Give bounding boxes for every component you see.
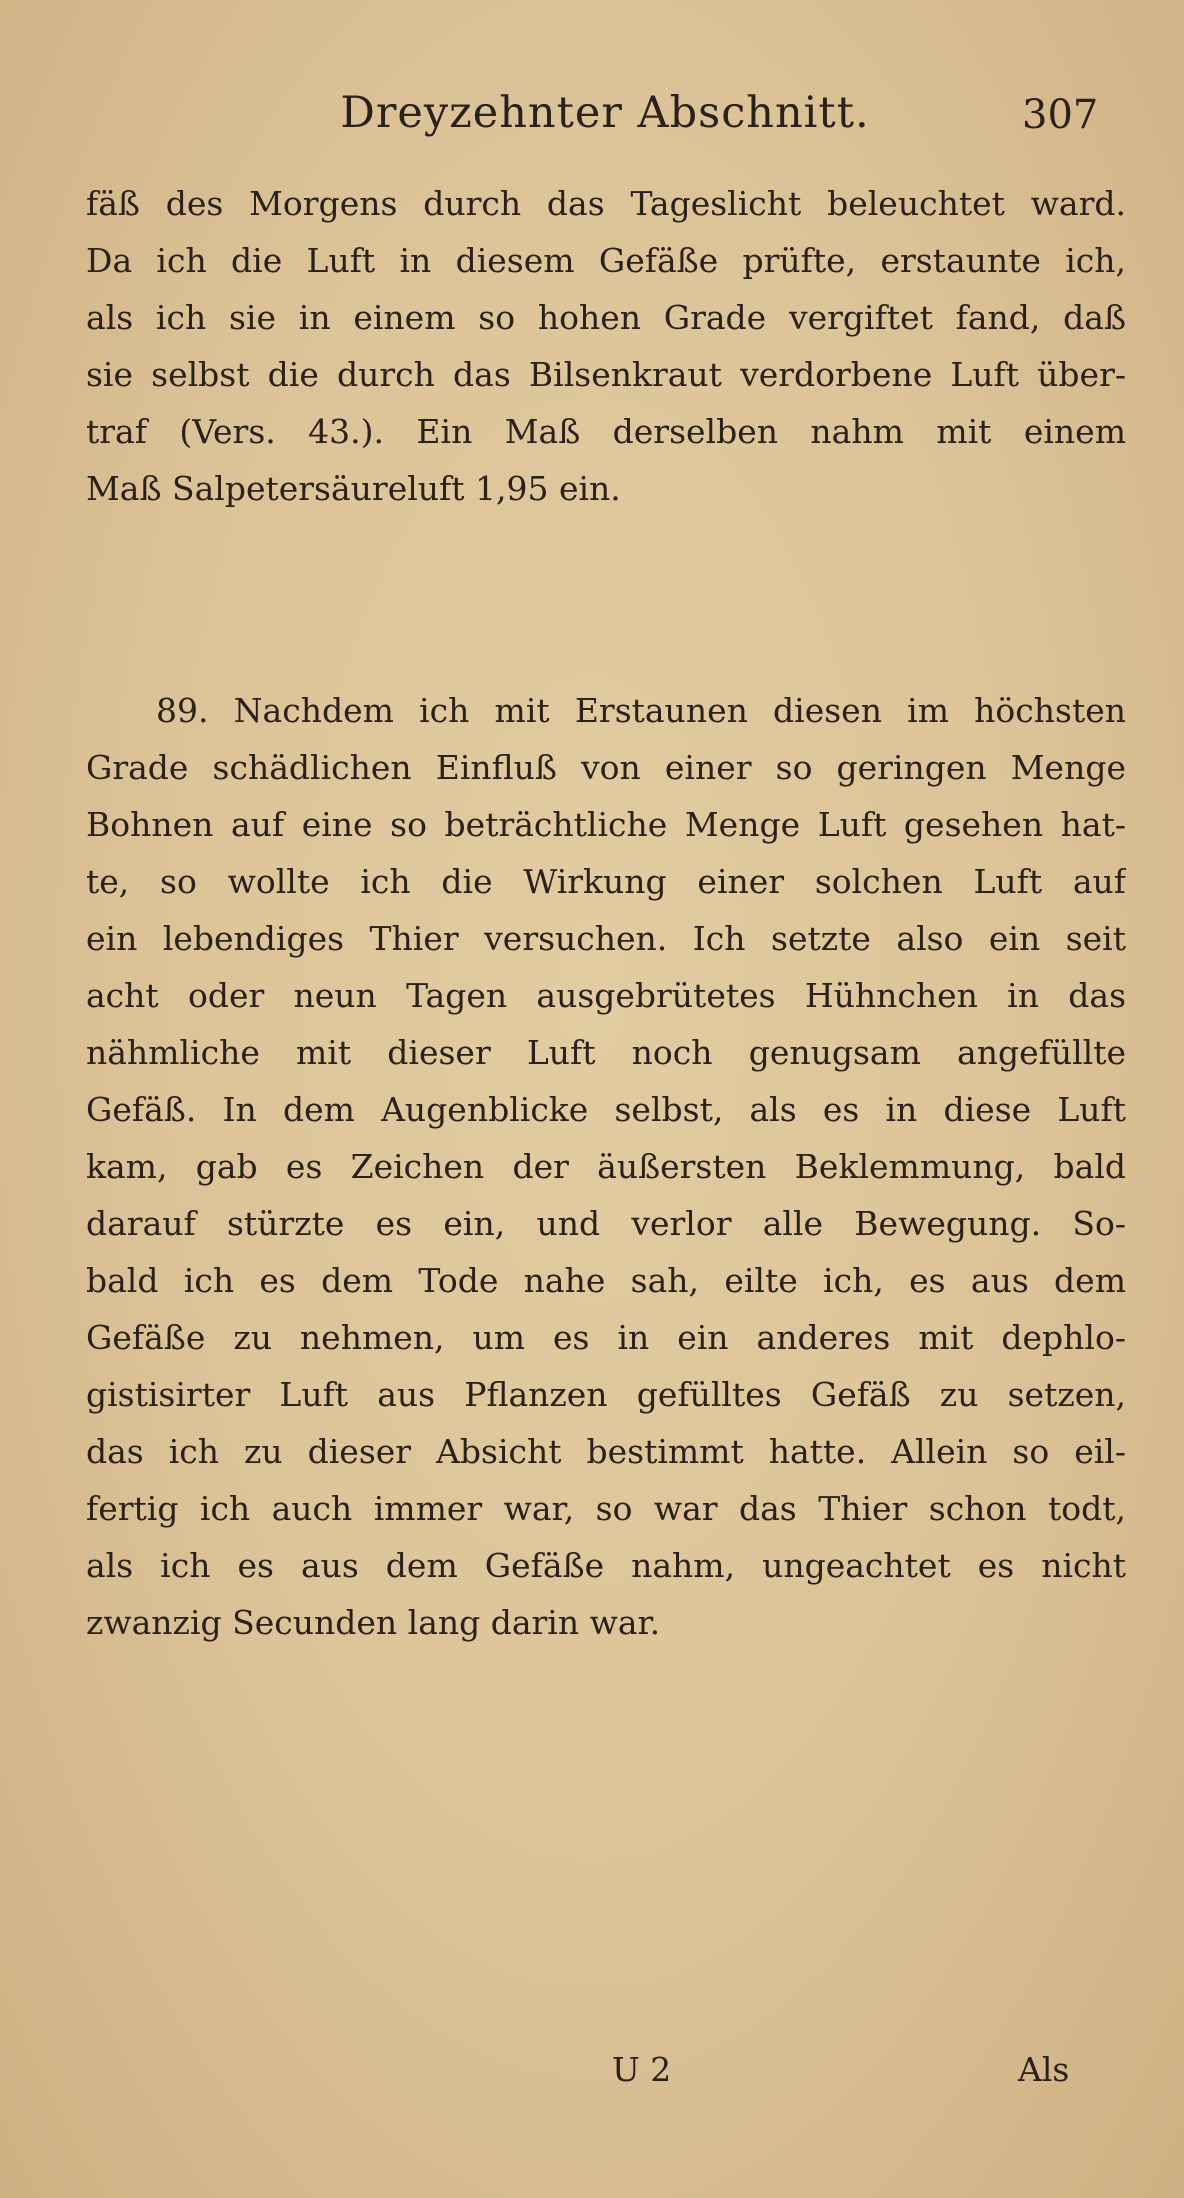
text-line: Gefäße zu nehmen, um es in ein anderes mit dephlo- (86, 1318, 1126, 1357)
chapter-title: Dreyzehnter Abschnitt. (340, 88, 870, 138)
text-line: sie selbst die durch das Bilsenkraut verdorbene Luft über- (86, 355, 1126, 394)
text-line: nähmliche mit dieser Luft noch genugsam angefüllte (86, 1033, 1126, 1072)
catchword: Als (1018, 2050, 1070, 2089)
text-line: te, so wollte ich die Wirkung einer solchen Luft auf (86, 862, 1126, 901)
text-line: traf (Vers. 43.). Ein Maß derselben nahm mit einem (86, 412, 1126, 451)
text-line: Gefäß. In dem Augenblicke selbst, als es in diese Luft (86, 1090, 1126, 1129)
running-header (0, 88, 1184, 158)
text-line: zwanzig Secunden lang darin war. (86, 1603, 661, 1642)
text-line: als ich sie in einem so hohen Grade vergiftet fand, daß (86, 298, 1126, 337)
text-line: das ich zu dieser Absicht bestimmt hatte. Allein so eil- (86, 1432, 1126, 1471)
page-number: 307 (1022, 92, 1099, 138)
text-line: Bohnen auf eine so beträchtliche Menge Luft gesehen hat- (86, 805, 1126, 844)
text-line: acht oder neun Tagen ausgebrütetes Hühnchen in das (86, 976, 1126, 1015)
text-line: bald ich es dem Tode nahe sah, eilte ich, es aus dem (86, 1261, 1126, 1300)
text-line: fäß des Morgens durch das Tageslicht beleuchtet ward. (86, 184, 1126, 223)
text-line: ein lebendiges Thier versuchen. Ich setzte also ein seit (86, 919, 1126, 958)
text-line: fertig ich auch immer war, so war das Thier schon todt, (86, 1489, 1126, 1528)
signature-mark: U 2 (612, 2050, 672, 2089)
text-line: Da ich die Luft in diesem Gefäße prüfte, erstaunte ich, (86, 241, 1126, 280)
text-line: gistisirter Luft aus Pflanzen gefülltes Gefäß zu setzen, (86, 1375, 1126, 1414)
paragraph-89 (86, 682, 1126, 1651)
text-line: als ich es aus dem Gefäße nahm, ungeachtet es nicht (86, 1546, 1126, 1585)
text-line: Grade schädlichen Einfluß von einer so geringen Menge (86, 748, 1126, 787)
paragraph-continued (86, 175, 1126, 517)
text-line: 89. Nachdem ich mit Erstaunen diesen im höchsten (156, 691, 1126, 730)
text-line: Maß Salpetersäureluft 1,95 ein. (86, 469, 621, 508)
text-line: darauf stürzte es ein, und verlor alle Bewegung. So- (86, 1204, 1126, 1243)
text-line: kam, gab es Zeichen der äußersten Beklemmung, bald (86, 1147, 1126, 1186)
